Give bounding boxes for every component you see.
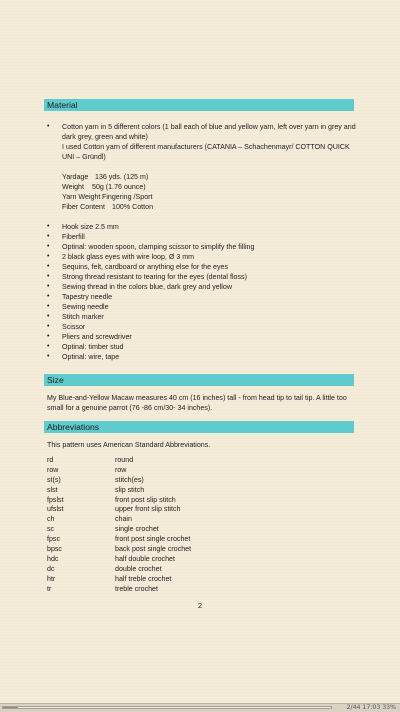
list-item: • Sequins, felt, cardboard or anything else for the eyes xyxy=(44,262,356,272)
list-item xyxy=(44,122,356,212)
abbreviation-row xyxy=(47,555,247,565)
cotton-description: Cotton yarn in 5 different colors (1 ball each of blue and yellow yarn, left over yarn in grey and dark grey, green and white) xyxy=(62,123,356,141)
yarn-spec-row xyxy=(62,172,356,182)
abbreviation-meaning: double crochet xyxy=(115,564,162,573)
yarn-spec-value: 50g (1.76 ounce) xyxy=(92,183,146,191)
abbreviation: fpsc xyxy=(47,535,61,544)
page-number: 2 xyxy=(197,601,203,610)
abbreviation: row xyxy=(47,465,59,474)
list-item: • Tapestry needle xyxy=(44,292,356,302)
abbreviation-row xyxy=(47,535,247,545)
abbreviation-meaning: treble crochet xyxy=(115,584,158,593)
abbreviation: dc xyxy=(47,564,55,573)
abbreviation: tr xyxy=(47,584,52,593)
list-item: • Fiberfill xyxy=(44,232,356,242)
abbreviation-meaning: half double crochet xyxy=(115,554,175,563)
list-item: • Pliers and screwdriver xyxy=(44,332,356,342)
abbreviation: bpsc xyxy=(47,545,62,554)
abbreviation-meaning: front post slip stitch xyxy=(115,495,176,504)
abbreviation: st(s) xyxy=(47,475,61,484)
yarn-spec-row xyxy=(62,192,356,202)
list-item: • Hook size 2.5 mm xyxy=(44,222,356,232)
abbreviation-meaning: half treble crochet xyxy=(115,574,172,583)
abbreviation-meaning: stitch(es) xyxy=(115,475,144,484)
list-item: • Scissor xyxy=(44,322,356,332)
yarn-spec-value: 100% Cotton xyxy=(112,203,154,211)
yarn-spec-label: Yardage xyxy=(62,173,89,181)
yarn-spec-table xyxy=(62,172,356,212)
size-text: My Blue-and-Yellow Macaw measures 40 cm (16 inches) tall - from head tip to tail tip. A little too small for a genuine parrot (76 -86 cm/30- 34 inches). xyxy=(47,394,347,412)
list-item: • Optinal: wire, tape xyxy=(44,352,356,362)
abbreviation: sc xyxy=(47,525,55,534)
abbreviation-row xyxy=(47,585,247,595)
abbreviation-row xyxy=(47,476,247,486)
abbreviation: slst xyxy=(47,485,58,494)
yarn-spec-value: 136 yds. (125 m) xyxy=(95,173,149,181)
abbreviation-row xyxy=(47,545,247,555)
yarn-spec-row xyxy=(62,182,356,192)
abbreviation-row xyxy=(47,565,247,575)
abbreviation-row xyxy=(47,496,247,506)
abbreviation: hdc xyxy=(47,554,59,563)
abbreviation-meaning: slip stitch xyxy=(115,485,145,494)
abbreviation-table xyxy=(47,456,247,594)
abbreviation-row xyxy=(47,575,247,585)
abbreviation-meaning: front post single crochet xyxy=(115,535,191,544)
yarn-spec-label: Fiber Content xyxy=(62,203,105,211)
yarn-spec-label: Yarn Weight xyxy=(62,193,101,201)
yarn-spec-label: Weight xyxy=(62,183,84,191)
abbreviation-meaning: upper front slip stitch xyxy=(115,505,181,514)
abbreviations-intro: This pattern uses American Standard Abbreviations. xyxy=(47,441,211,449)
list-item: • Strong thread resistant to tearing for the eyes (dental floss) xyxy=(44,272,356,282)
reading-progress-fill xyxy=(3,707,18,708)
abbreviation: rd xyxy=(47,456,54,464)
abbreviation-meaning: row xyxy=(115,465,127,474)
abbreviation-meaning: chain xyxy=(115,515,132,524)
yarn-spec-row xyxy=(62,202,356,212)
list-item: • Optinal: wooden spoon, clamping scissor to simplify the filling xyxy=(44,242,356,252)
abbreviation: fpslst xyxy=(47,495,64,504)
yarn-spec-value: Fingering /Sport xyxy=(102,193,153,201)
abbreviation: ch xyxy=(47,515,55,524)
abbreviation-row xyxy=(47,456,247,466)
abbreviation: htr xyxy=(47,574,56,583)
list-item: • Stitch marker xyxy=(44,312,356,322)
abbreviation-meaning: round xyxy=(115,456,134,464)
material-heading: Material xyxy=(44,99,354,111)
list-item: • Sewing needle xyxy=(44,302,356,312)
abbreviation-row xyxy=(47,486,247,496)
abbreviation-row xyxy=(47,505,247,515)
material-list xyxy=(44,122,356,362)
reading-progress-bar[interactable] xyxy=(2,706,332,709)
abbreviation-row xyxy=(47,466,247,476)
abbreviation-meaning: single crochet xyxy=(115,525,159,534)
abbreviation-row xyxy=(47,515,247,525)
list-item: • Sewing thread in the colors blue, dark grey and yellow xyxy=(44,282,356,292)
size-heading: Size xyxy=(44,374,354,386)
abbreviation-row xyxy=(47,525,247,535)
list-item: • 2 black glass eyes with wire loop, Ø 3 mm xyxy=(44,252,356,262)
list-item: • Optinal: timber stud xyxy=(44,342,356,352)
cotton-manufacturers: I used Cotton yarn of different manufacturers (CATANIA – Schachenmayr/ COTTON QUICK UNI – Gründl) xyxy=(62,143,350,161)
abbreviation: ufslst xyxy=(47,505,64,514)
abbreviation-meaning: back post single crochet xyxy=(115,545,192,554)
status-text: 2/44 17:03 33% xyxy=(346,704,396,711)
abbreviations-heading: Abbreviations xyxy=(44,421,354,433)
